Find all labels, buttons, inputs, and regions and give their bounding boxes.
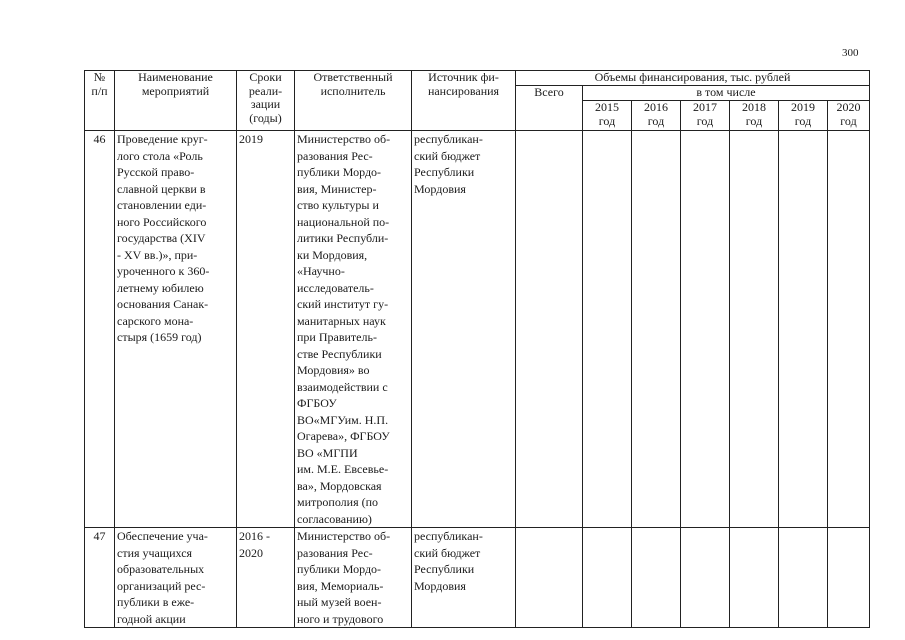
header-num: № п/п — [85, 71, 115, 131]
table-row — [85, 528, 870, 628]
header-year: 2018 год — [730, 101, 779, 131]
row-year-value — [681, 528, 730, 628]
header-including: в том числе — [583, 86, 870, 101]
row-year-value — [828, 528, 870, 628]
row-year-value — [779, 131, 828, 528]
row-total — [516, 528, 583, 628]
row-year-value — [730, 528, 779, 628]
row-term: 2016 - 2020 — [237, 528, 295, 628]
header-year: 2016 год — [632, 101, 681, 131]
row-year-value — [583, 528, 632, 628]
table-row — [85, 131, 870, 528]
row-year-value — [681, 131, 730, 528]
row-year-value — [632, 528, 681, 628]
row-num: 47 — [85, 528, 115, 628]
row-year-value — [828, 131, 870, 528]
header-year: 2019 год — [779, 101, 828, 131]
header-name: Наименование мероприятий — [115, 71, 237, 131]
header-term: Сроки реали- зации (годы) — [237, 71, 295, 131]
header-year: 2020 год — [828, 101, 870, 131]
page-number: 300 — [842, 47, 859, 59]
row-num: 46 — [85, 131, 115, 528]
row-year-value — [730, 131, 779, 528]
funding-table — [84, 70, 870, 628]
row-year-value — [583, 131, 632, 528]
row-total — [516, 131, 583, 528]
header-year: 2017 год — [681, 101, 730, 131]
row-term: 2019 — [237, 131, 295, 528]
row-year-value — [779, 528, 828, 628]
row-executor: Министерство об- разования Рес- публики Мордо- вия, Министер- ство культуры и национальной по- литики Республи- ки Мордовия, «Научно- исследователь- ский институт гу- манитарных наук при Правитель- стве Республики Мордовия» во взаимодействии с ФГБОУ ВО«МГУим. Н.П. Огарева», ФГБОУ ВО «МГПИ им. М.Е. Евсевье- ва», Мордовская митрополия (по согласованию) — [295, 131, 412, 528]
header-executor: Ответственный исполнитель — [295, 71, 412, 131]
header-total: Всего — [516, 86, 583, 131]
row-source: республикан- ский бюджет Республики Мордовия — [412, 131, 516, 528]
row-year-value — [632, 131, 681, 528]
row-name: Обеспечение уча- стия учащихся образовательных организаций рес- публики в еже- годной акции — [115, 528, 237, 628]
row-executor: Министерство об- разования Рес- публики Мордо- вия, Мемориаль- ный музей воен- ного и трудового — [295, 528, 412, 628]
header-source: Источник фи- нансирования — [412, 71, 516, 131]
row-source: республикан- ский бюджет Республики Мордовия — [412, 528, 516, 628]
header-year: 2015 год — [583, 101, 632, 131]
header-funding: Объемы финансирования, тыс. рублей — [516, 71, 870, 86]
row-name: Проведение круг- лого стола «Роль Русской право- славной церкви в становлении еди- ного Российского государства (XIV - XV вв.)», при- уроченного к 360- летнему юбилею основания Санак- сарского мона- стыря (1659 год) — [115, 131, 237, 528]
